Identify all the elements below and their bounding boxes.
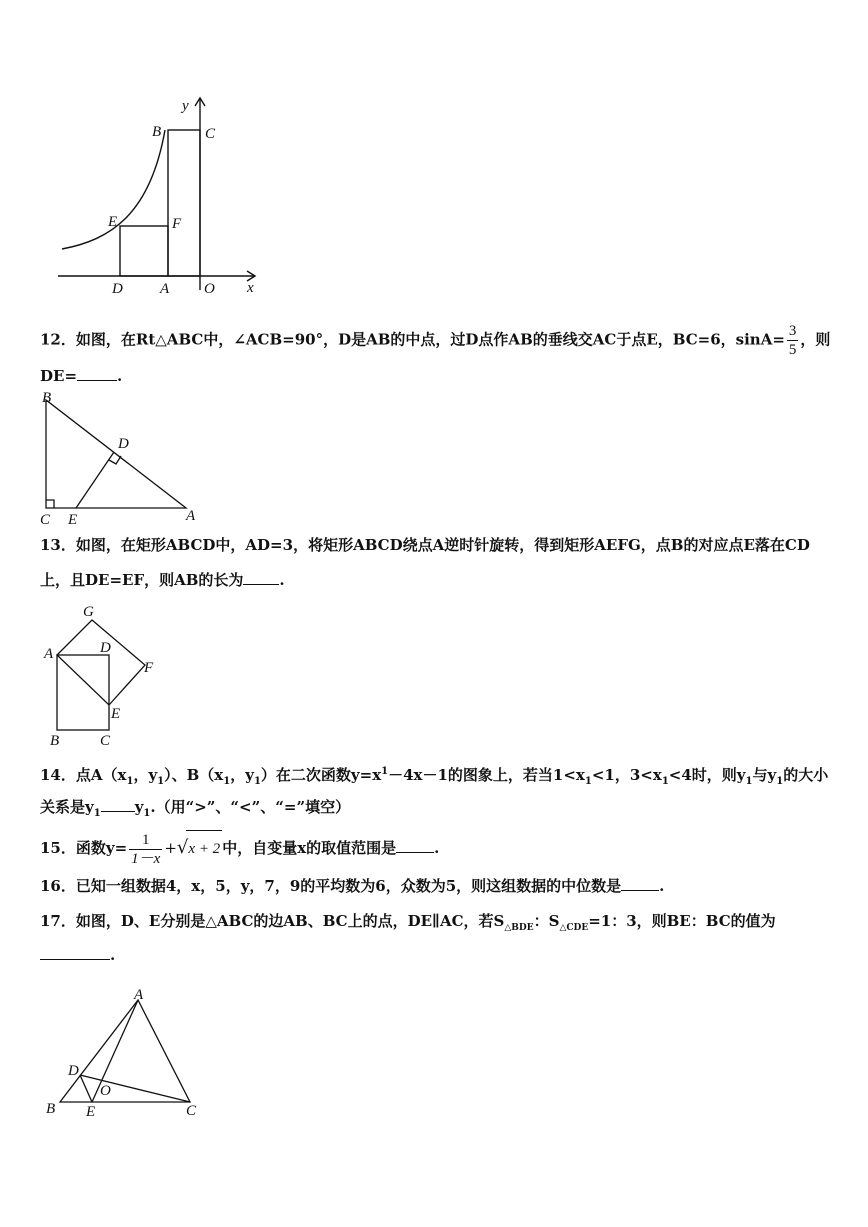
label-b: B — [50, 733, 60, 749]
rectangle-abcd — [57, 655, 109, 730]
figure-q12-triangle — [36, 390, 206, 526]
label-a: A — [44, 646, 54, 662]
fraction-1-over-1-minus-x — [129, 831, 162, 868]
label-x: x — [247, 280, 254, 296]
label-e: E — [108, 214, 118, 230]
answer-blank[interactable] — [101, 797, 135, 812]
rectangle-abco — [168, 130, 200, 276]
label-e: E — [111, 706, 121, 722]
q12-period: . — [117, 367, 123, 385]
q12-text: 12．如图，在Rt△ABC中，∠ACB=90°，D是AB的中点，过D点作AB的垂线交AC于点E，BC=6，sinA= — [40, 330, 785, 349]
fraction-3-5 — [787, 322, 799, 359]
label-y: y — [182, 98, 189, 114]
label-b: B — [42, 390, 52, 406]
question-15 — [40, 830, 439, 868]
label-o: O — [204, 281, 215, 297]
label-o: O — [100, 1083, 111, 1099]
fraction-denominator: 1－x — [131, 850, 161, 867]
answer-blank[interactable] — [243, 570, 279, 585]
question-17-line-2 — [40, 945, 115, 965]
label-a: A — [186, 508, 196, 524]
sqrt-radicand: x + 2 — [186, 830, 222, 867]
label-d: D — [118, 436, 129, 452]
figure-q11-graph — [50, 90, 270, 300]
fraction-denominator: 5 — [788, 342, 797, 358]
label-c: C — [40, 512, 51, 526]
label-b: B — [46, 1101, 56, 1117]
question-16 — [40, 876, 664, 896]
q16-period: . — [659, 877, 665, 895]
label-a: A — [134, 987, 144, 1003]
figure-q17-triangle — [40, 985, 210, 1120]
label-e: E — [68, 512, 78, 526]
segment-de — [80, 1075, 92, 1102]
q15-text-2: 中，自变量x的取值范围是 — [222, 839, 397, 857]
rectangle-edaf — [120, 226, 168, 276]
question-12-line-2 — [40, 366, 122, 386]
segment-dc — [80, 1075, 190, 1102]
label-b: B — [152, 124, 162, 140]
segment-de — [76, 452, 114, 508]
label-d: D — [112, 281, 123, 297]
label-d: D — [68, 1063, 79, 1079]
q13-text: 13．如图，在矩形ABCD中，AD=3，将矩形ABCD绕点A逆时针旋转，得到矩形AEFG，点B的对应点E落在CD — [40, 536, 810, 554]
question-13-line-1 — [40, 535, 810, 555]
q15-text: 15．函数y= — [40, 839, 128, 857]
q12-text-end: ，则 — [800, 330, 831, 349]
triangle-abc — [46, 400, 186, 508]
q15-period: . — [434, 839, 440, 857]
q17-period: . — [110, 946, 116, 964]
q16-text: 16．已知一组数据4，x，5，y，7，9的平均数为6，众数为5，则这组数据的中位数是 — [40, 877, 622, 895]
q12-de-label: DE= — [40, 367, 78, 385]
q13-period: . — [279, 571, 285, 589]
label-f: F — [144, 660, 154, 676]
fraction-numerator: 3 — [788, 323, 797, 339]
label-g: G — [83, 604, 94, 620]
q13-text-2: 上，且DE=EF，则AB的长为 — [40, 571, 244, 589]
question-12-line-1 — [40, 322, 830, 359]
question-17-line-1: 17．如图，D、E分别是△ABC的边AB、BC上的点，DE∥AC，若$S_{\triangle BDE}$：$S_{\triangle CDE}=1$：3，则BE：BC的值为 — [40, 912, 776, 933]
label-c: C — [205, 126, 216, 142]
fraction-numerator: 1 — [129, 831, 162, 850]
answer-blank[interactable] — [396, 838, 434, 853]
answer-blank[interactable] — [40, 945, 110, 960]
label-a: A — [160, 281, 170, 297]
rectangle-aefg — [57, 620, 145, 705]
question-14-line-1: 14．点$A(x_1$，$y_1$）、$B(x_1$，$y_1$）在二次函数$y=x^1-4x-1$的图象上，若当$1<x_1<1$，$3<x_1<4$时，则$y_1$与$y_1$的大小 — [40, 766, 829, 787]
label-c: C — [186, 1103, 197, 1119]
answer-blank[interactable] — [77, 366, 117, 381]
plus-sign: + — [164, 839, 177, 857]
curve — [62, 130, 165, 249]
question-14-line-2: 关系是$y_1$ $y_1$.（用“>”、“<”、“=”填空） — [40, 798, 351, 819]
figure-q13-rectangles — [40, 600, 170, 750]
label-e: E — [86, 1104, 96, 1120]
sqrt-icon: √ — [176, 837, 189, 858]
label-d: D — [100, 640, 111, 656]
label-c: C — [100, 733, 111, 749]
right-angle-mark-c — [46, 500, 54, 508]
answer-blank[interactable] — [621, 876, 659, 891]
label-f: F — [172, 216, 182, 232]
question-13-line-2 — [40, 570, 285, 590]
